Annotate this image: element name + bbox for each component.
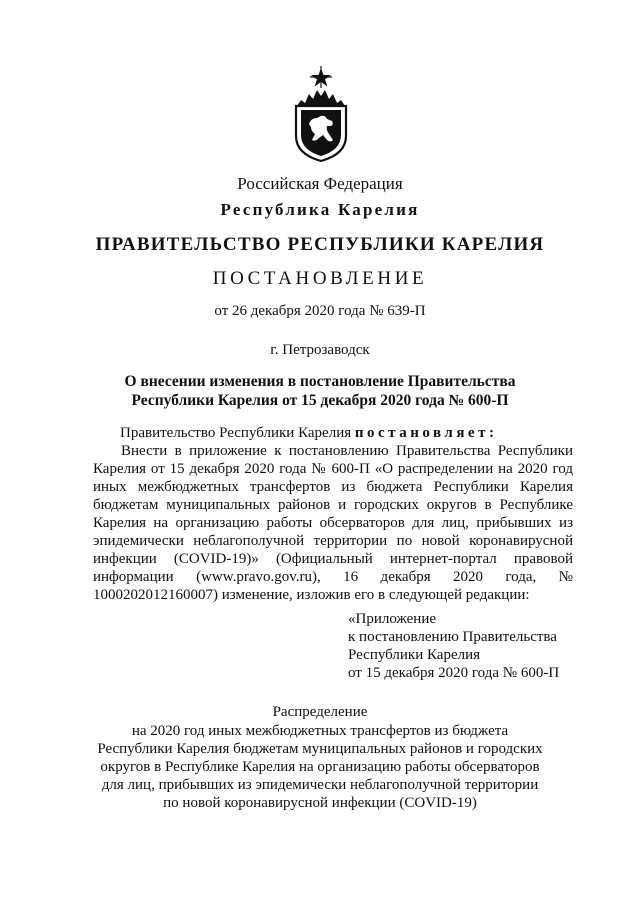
resolution-intro	[120, 425, 497, 442]
annex-line: от 15 декабря 2020 года № 600-П	[348, 665, 560, 681]
emblem-crown-icon	[297, 90, 345, 106]
republic-title: Республика Карелия	[220, 200, 420, 219]
annex-line: «Приложение	[348, 611, 437, 627]
distribution-line: для лиц, прибывших из эпидемически неблагополучной территории	[101, 777, 539, 793]
distribution-line: Республики Карелия бюджетам муниципальных районов и городских	[97, 741, 543, 757]
annex-header	[348, 610, 578, 682]
distribution-title: Распределение	[272, 704, 368, 720]
intro-prefix: Правительство Республики Карелия	[120, 425, 355, 441]
distribution-description	[60, 722, 580, 812]
subject-line: О внесении изменения в постановление Правительства	[124, 373, 516, 390]
distribution-line: на 2020 год иных межбюджетных трансфертов из бюджета	[131, 723, 509, 739]
body-paragraph: Внести в приложение к постановлению Правительства Республики Карелия от 15 декабря 2020 года № 600-П «О распределении на 2020 год иных межбюджетных трансфертов из бюджета Республики Карелия бюджетам муниципальных районов и городских округов в Республике Карелия на организацию работы обсерваторов для лиц, прибывших из эпидемически неблагополучной территории по новой коронавирусной инфекции (COVID-19)» (Официальный интернет-портал правовой информации (www.pravo.gov.ru), 16 декабря 2020 года, № 1000202012160007) изменение, изложив его в следующей редакции:	[93, 443, 573, 603]
document-city: г. Петрозаводск	[270, 342, 370, 358]
distribution-line: по новой коронавирусной инфекции (COVID-19)	[163, 795, 477, 811]
government-title: ПРАВИТЕЛЬСТВО РЕСПУБЛИКИ КАРЕЛИЯ	[95, 234, 545, 255]
body-paragraph-block	[93, 442, 573, 604]
document-date-number: от 26 декабря 2020 года № 639-П	[214, 303, 426, 319]
document-subject	[60, 372, 580, 410]
subject-line: Республики Карелия от 15 декабря 2020 года № 600-П	[131, 392, 509, 409]
intro-action: постановляет:	[354, 425, 498, 441]
annex-line: к постановлению Правительства	[348, 629, 557, 645]
annex-line: Республики Карелия	[348, 647, 481, 663]
federation-title: Российская Федерация	[237, 174, 403, 193]
distribution-line: округов в Республике Карелия на организацию работы обсерваторов	[100, 759, 540, 775]
document-type-title: ПОСТАНОВЛЕНИЕ	[212, 268, 428, 289]
karelia-coat-of-arms-icon	[291, 66, 351, 162]
